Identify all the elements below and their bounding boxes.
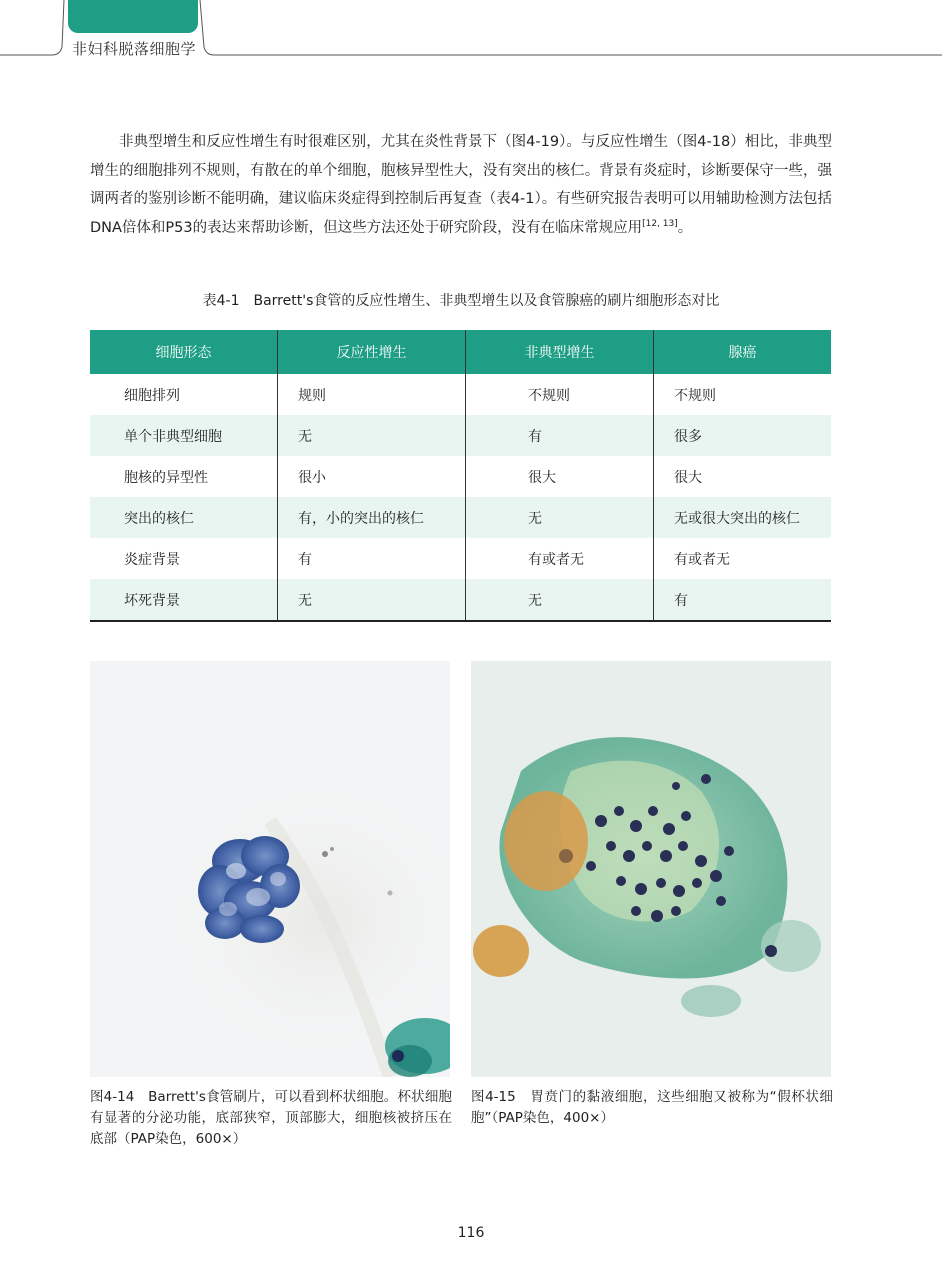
- table-caption: 表4-1 Barrett's食管的反应性增生、非典型增生以及食管腺癌的刷片细胞形态对比: [202, 293, 720, 309]
- column-header: 细胞形态: [90, 330, 278, 374]
- table-cell: 无: [278, 415, 466, 456]
- running-header-title: 非妇科脱落细胞学: [72, 40, 197, 58]
- table-cell: 不规则: [466, 374, 654, 415]
- table-row: [90, 538, 831, 579]
- table-row: [90, 579, 831, 621]
- table-cell: 有或者无: [674, 551, 730, 568]
- table-cell: 细胞排列: [90, 374, 278, 415]
- table-cell: 有: [278, 538, 466, 579]
- page-number: 116: [457, 1225, 485, 1241]
- table-cell: 有: [466, 415, 654, 456]
- column-header: 腺癌: [654, 330, 832, 374]
- paragraph-text: 非典型增生和反应性增生有时很难区别，尤其在炎性背景下（图4-19）。与反应性增生（图4-18）相比，非典型增生的细胞排列不规则，有散在的单个细胞，胞核异型性大，没有突出的核仁。背景有炎症时，诊断要保守一些，强调两者的鉴别诊断不能明确，建议临床炎症得到控制后再复查（表4-1）。有些研究报告表明可以用辅助检测方法包括DNA倍体和P53的表达来帮助诊断，但这些方法还处于研究阶段，没有在临床常规应用: [90, 134, 832, 236]
- figure-caption: 图4-15 胃贲门的黏液细胞，这些细胞又被称为“假杯状细胞”（PAP染色，400×）: [471, 1089, 833, 1126]
- table-cell: 突出的核仁: [90, 497, 278, 538]
- table-cell: 很多: [654, 415, 832, 456]
- figure-4-14-micrograph: [90, 661, 450, 1077]
- table-row: [90, 456, 831, 497]
- table-cell: 炎症背景: [90, 538, 278, 579]
- table-cell: 很小: [278, 456, 466, 497]
- table-cell: 单个非典型细胞: [90, 415, 278, 456]
- table-cell: 有，小的突出的核仁: [278, 497, 466, 538]
- table-cell: 坏死背景: [90, 579, 278, 621]
- table-cell: 无: [466, 497, 654, 538]
- table-cell: 很大: [466, 456, 654, 497]
- table-row: [90, 415, 831, 456]
- table-cell: 有或者无: [466, 538, 654, 579]
- table-cell: 有: [654, 579, 832, 621]
- table-cell: 无: [466, 579, 654, 621]
- table-cell: 无或很大突出的核仁: [654, 497, 832, 538]
- paragraph-end: 。: [677, 219, 693, 236]
- figure-4-15-micrograph: [471, 661, 831, 1077]
- table-cell: 胞核的异型性: [90, 456, 278, 497]
- table-cell: 规则: [278, 374, 466, 415]
- figure-caption: 图4-14 Barrett's食管刷片，可以看到杯状细胞。杯状细胞有显著的分泌功能，底部狭窄，顶部膨大，细胞核被挤压在底部（PAP染色，600×）: [90, 1089, 452, 1147]
- comparison-table: [90, 330, 831, 622]
- citation-ref: [12, 13]: [642, 218, 678, 229]
- table-cell: 无: [278, 579, 466, 621]
- column-header: 反应性增生: [278, 330, 466, 374]
- table-row: [90, 497, 831, 538]
- table-cell: 不规则: [674, 387, 716, 404]
- table-cell: 很大: [674, 469, 702, 486]
- table-header-row: [90, 330, 831, 374]
- body-paragraph: [90, 128, 832, 242]
- table-row: [90, 374, 831, 415]
- column-header: 非典型增生: [466, 330, 654, 374]
